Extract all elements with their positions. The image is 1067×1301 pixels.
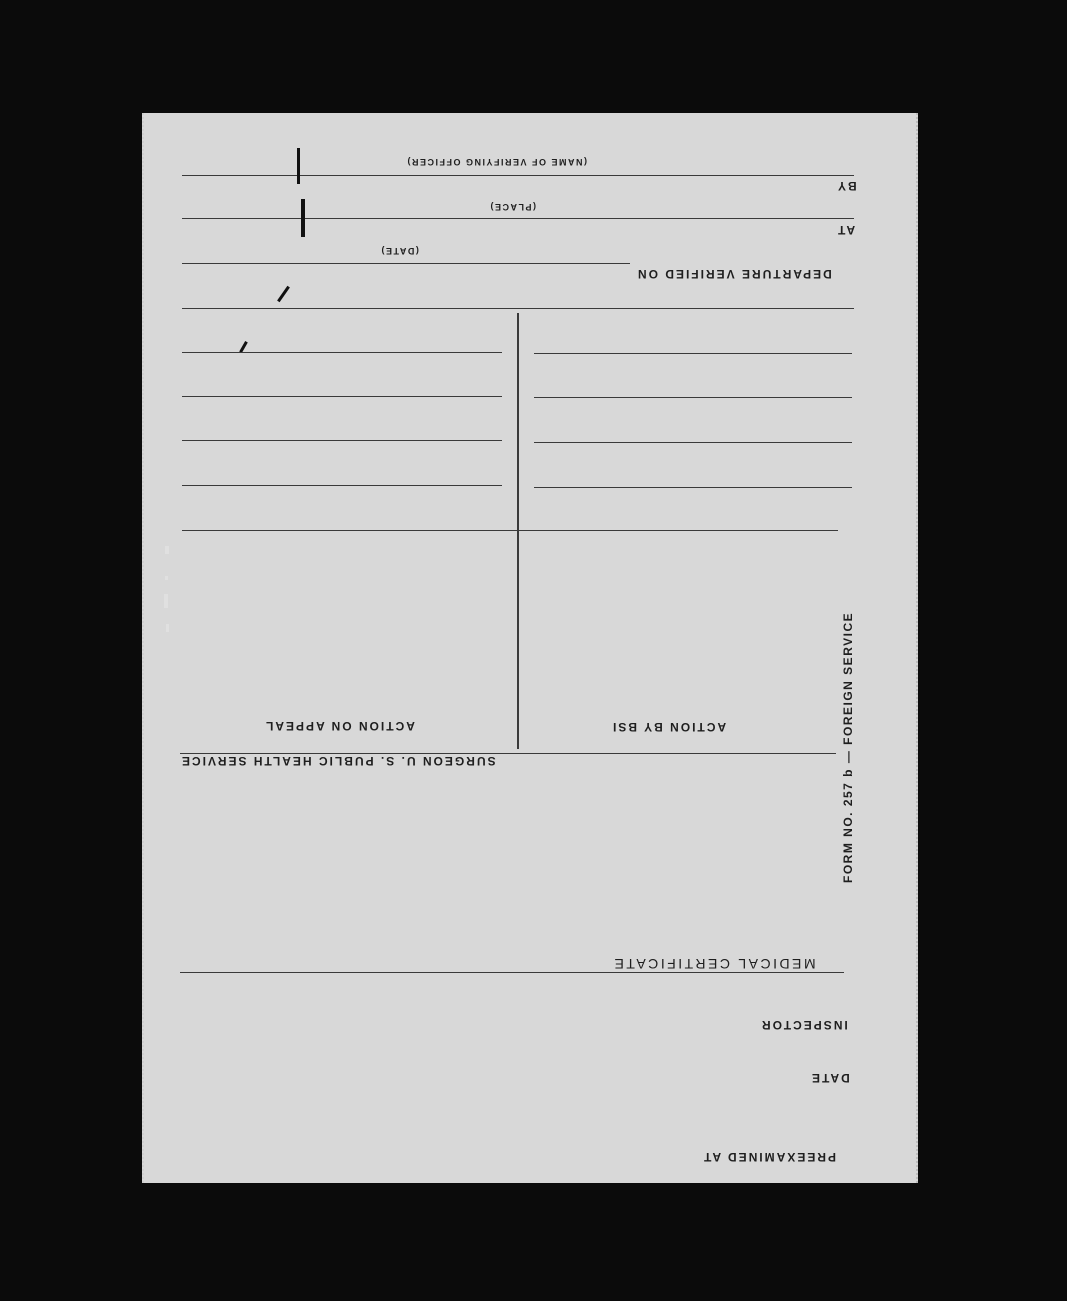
inspector-label: INSPECTOR (760, 1018, 848, 1032)
speck (166, 624, 169, 632)
appeal-line-1 (182, 352, 502, 353)
bsi-line-4 (534, 487, 852, 488)
preexamined-at-label: PREEXAMINED AT (702, 1150, 837, 1164)
medical-certificate-line (180, 972, 844, 973)
section-divider-middle (182, 530, 838, 531)
appeal-line-4 (182, 485, 502, 486)
verifying-officer-line (182, 175, 854, 176)
bsi-line-1 (534, 353, 852, 354)
speck (165, 576, 168, 580)
ink-mark (301, 199, 305, 237)
date-caption: (DATE) (380, 246, 419, 256)
action-by-bsi-label: ACTION BY BSI (611, 720, 727, 734)
form-card (142, 113, 918, 1183)
medical-certificate-label: MEDICAL CERTIFICATE (612, 956, 816, 972)
column-divider (517, 313, 519, 749)
departure-verified-label: DEPARTURE VERIFIED ON (636, 267, 832, 281)
action-on-appeal-label: ACTION ON APPEAL (264, 719, 415, 733)
ink-mark (297, 148, 300, 184)
ink-mark (277, 286, 290, 302)
date-line (182, 263, 630, 264)
at-label: AT (836, 223, 856, 237)
speck (164, 594, 168, 608)
speck (165, 546, 169, 554)
form-number-label: FORM NO. 257 b — FOREIGN SERVICE (841, 611, 855, 883)
verifying-officer-caption: (NAME OF VERIFYING OFFICER) (406, 157, 587, 167)
appeal-line-3 (182, 440, 502, 441)
section-divider-top (182, 308, 854, 309)
bsi-line-3 (534, 442, 852, 443)
by-label: BY (836, 179, 857, 193)
place-caption: (PLACE) (489, 202, 536, 212)
place-line (182, 218, 854, 219)
date-label: DATE (810, 1071, 850, 1085)
appeal-line-2 (182, 396, 502, 397)
bsi-line-2 (534, 397, 852, 398)
surgeon-label: SURGEON U. S. PUBLIC HEALTH SERVICE (180, 754, 496, 768)
